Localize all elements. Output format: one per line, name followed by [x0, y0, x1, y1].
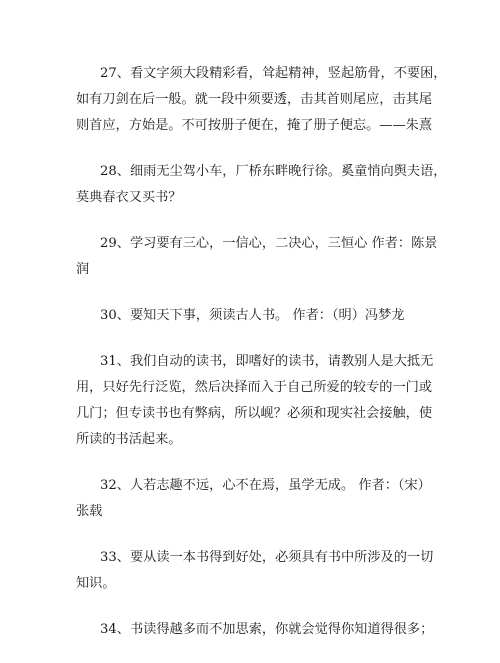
quote-paragraph: [76, 61, 447, 139]
quote-line: 张载: [76, 504, 103, 519]
quote-paragraph: [76, 159, 447, 211]
quote-line: 几门；但专读书也有弊病，所以岘？必须和现实社会接触，使: [76, 406, 433, 421]
quote-paragraph: [76, 617, 434, 643]
quote-paragraph: [76, 231, 438, 283]
quote-line: 莫典春衣又买书？: [76, 190, 182, 205]
quote-line: 28、细雨无尘驾小车，厂桥东畔晚行徐。奚童悄向舆夫语，: [100, 164, 447, 179]
quote-line: 32、人若志趣不远，心不在焉，虽学无成。 作者：（宋）: [100, 478, 431, 493]
quote-line: 29、学习要有三心，一信心，二决心，三恒心 作者：陈景: [100, 236, 438, 251]
quote-line: 所读的书活起来。: [76, 432, 182, 447]
quote-line: 30、要知天下事，须读古人书。 作者：（明）冯梦龙: [100, 308, 405, 323]
quote-line: 知识。: [76, 576, 116, 591]
quote-paragraph: [76, 303, 428, 329]
quote-line: 用，只好先行泛览，然后决择而入于自己所爱的较专的一门或: [76, 380, 433, 395]
quote-paragraph: [76, 473, 431, 525]
quote-paragraph: [76, 349, 434, 453]
quote-line: 33、要从读一本书得到好处，必须具有书中所涉及的一切: [100, 550, 434, 565]
quote-line: 润: [76, 262, 90, 277]
quote-line: 34、书读得越多而不加思索，你就会觉得你知道得很多；: [100, 622, 434, 637]
quote-line: 如有刀剑在后一般。就一段中须要透，击其首则尾应，击其尾: [76, 92, 433, 107]
quote-list: [76, 61, 447, 663]
quote-line: 31、我们自动的读书，即嗜好的读书，请教别人是大抵无: [100, 354, 434, 369]
quote-line: 27、看文字须大段精彩看，耸起精神，竖起筋骨，不要困，: [100, 66, 447, 81]
quote-paragraph: [76, 545, 434, 597]
quote-line: 则首应，方始是。不可按册子便在，掩了册子便忘。——朱熹: [76, 118, 433, 133]
